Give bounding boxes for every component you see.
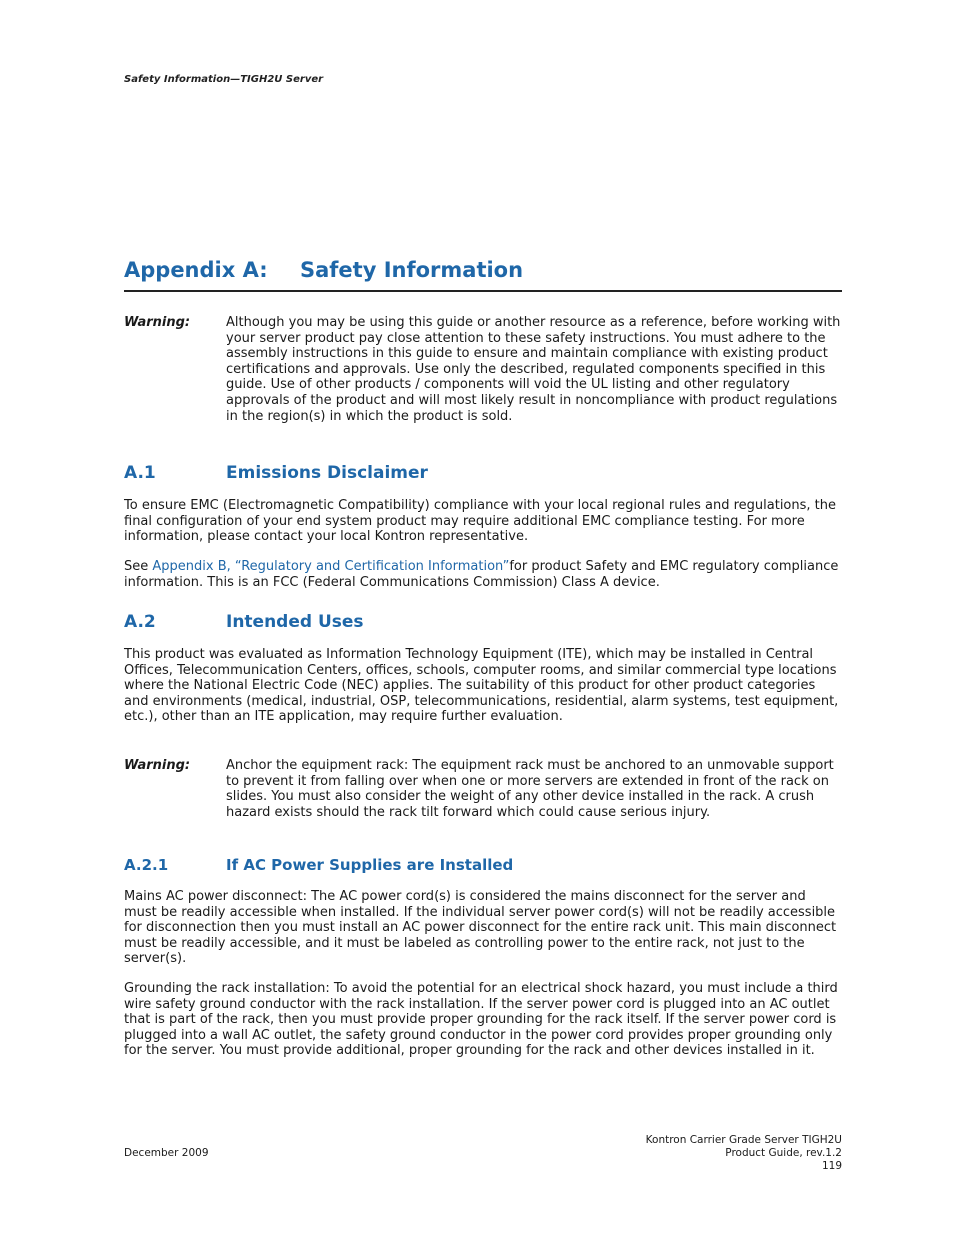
text-run: for product Safety and EMC regulatory compliance information. This is an FCC (Federal Communications Commission) Class A device. <box>124 559 839 590</box>
section-heading-a21 <box>124 855 842 875</box>
section-title: Emissions Disclaimer <box>226 463 428 483</box>
warning-text: Although you may be using this guide or another resource as a reference, before working with your server product pay close attention to these safety instructions. You must adhere to the assembly instructions in this guide to ensure and maintain compliance with existing product certifications and approvals. Use only the described, regulated components specified in this guide. Use of other products / components will void the UL listing and other regulatory approvals of the product and will most likely result in noncompliance with product regulations in the region(s) in which the product is sold. <box>226 315 841 424</box>
paragraph: To ensure EMC (Electromagnetic Compatibility) compliance with your local regional rules and regulations, the final configuration of your end system product may require additional EMC compliance testing. For more information, please contact your local Kontron representative. <box>124 498 836 545</box>
warning-label: Warning: <box>124 315 191 330</box>
footer-guide: Product Guide, rev.1.2 <box>725 1147 842 1159</box>
section-number: A.2 <box>124 612 156 632</box>
section-number: A.1 <box>124 463 156 483</box>
paragraph: Grounding the rack installation: To avoid the potential for an electrical shock hazard, you must include a third wire safety ground conductor with the rack installation. If the server power cord is plugged into an AC outlet that is part of the rack, then you must provide proper grounding for the rack itself. If the server power cord is plugged into a wall AC outlet, the safety ground conductor in the power cord provides proper grounding only for the server. You must provide additional, proper grounding for the rack and other devices installed in it. <box>124 981 838 1059</box>
section-title: Intended Uses <box>226 612 364 632</box>
appendix-title-text: Safety Information <box>300 258 524 282</box>
section-heading-a1 <box>124 462 842 484</box>
paragraph: Mains AC power disconnect: The AC power cord(s) is considered the mains disconnect for the server and must be readily accessible when installed. If the individual server power cord(s) will not be readily accessible for disconnection then you must install an AC power disconnect for the entire rack unit. This main disconnect must be readily accessible, and it must be labeled as controlling power to the entire rack, not just to the server(s). <box>124 889 837 967</box>
appendix-number: Appendix A: <box>124 258 268 282</box>
footer-info <box>646 1134 842 1173</box>
footer-product: Kontron Carrier Grade Server TIGH2U <box>645 1134 842 1146</box>
warning-label: Warning: <box>124 758 191 773</box>
warning-text: Anchor the equipment rack: The equipment rack must be anchored to an unmovable support to prevent it from falling over when one or more servers are extended in front of the rack on slides. You must also consider the weight of any other device installed in the rack. A crush hazard exists should the rack tilt forward which could cause serious injury. <box>226 758 834 820</box>
section-heading-a2 <box>124 611 842 633</box>
appendix-title <box>124 256 842 292</box>
paragraph-with-link <box>124 559 842 590</box>
section-title: If AC Power Supplies are Installed <box>226 856 514 874</box>
footer-date: December 2009 <box>124 1147 209 1159</box>
warning-note <box>124 758 842 820</box>
text-run: See <box>124 559 153 574</box>
section-number: A.2.1 <box>124 856 169 874</box>
running-header: Safety Information—TIGH2U Server <box>124 74 324 85</box>
warning-note <box>124 315 842 424</box>
paragraph: This product was evaluated as Information Technology Equipment (ITE), which may be installed in Central Offices, Telecommunication Centers, offices, schools, computer rooms, and similar commercial type locations where the National Electric Code (NEC) applies. The suitability of this product for other product categories and environments (medical, industrial, OSP, telecommunications, residential, alarm systems, test equipment, etc.), other than an ITE application, may require further evaluation. <box>124 647 839 725</box>
appendix-b-link[interactable]: Appendix B, “Regulatory and Certification Information” <box>152 559 510 574</box>
page-number: 119 <box>821 1160 842 1172</box>
